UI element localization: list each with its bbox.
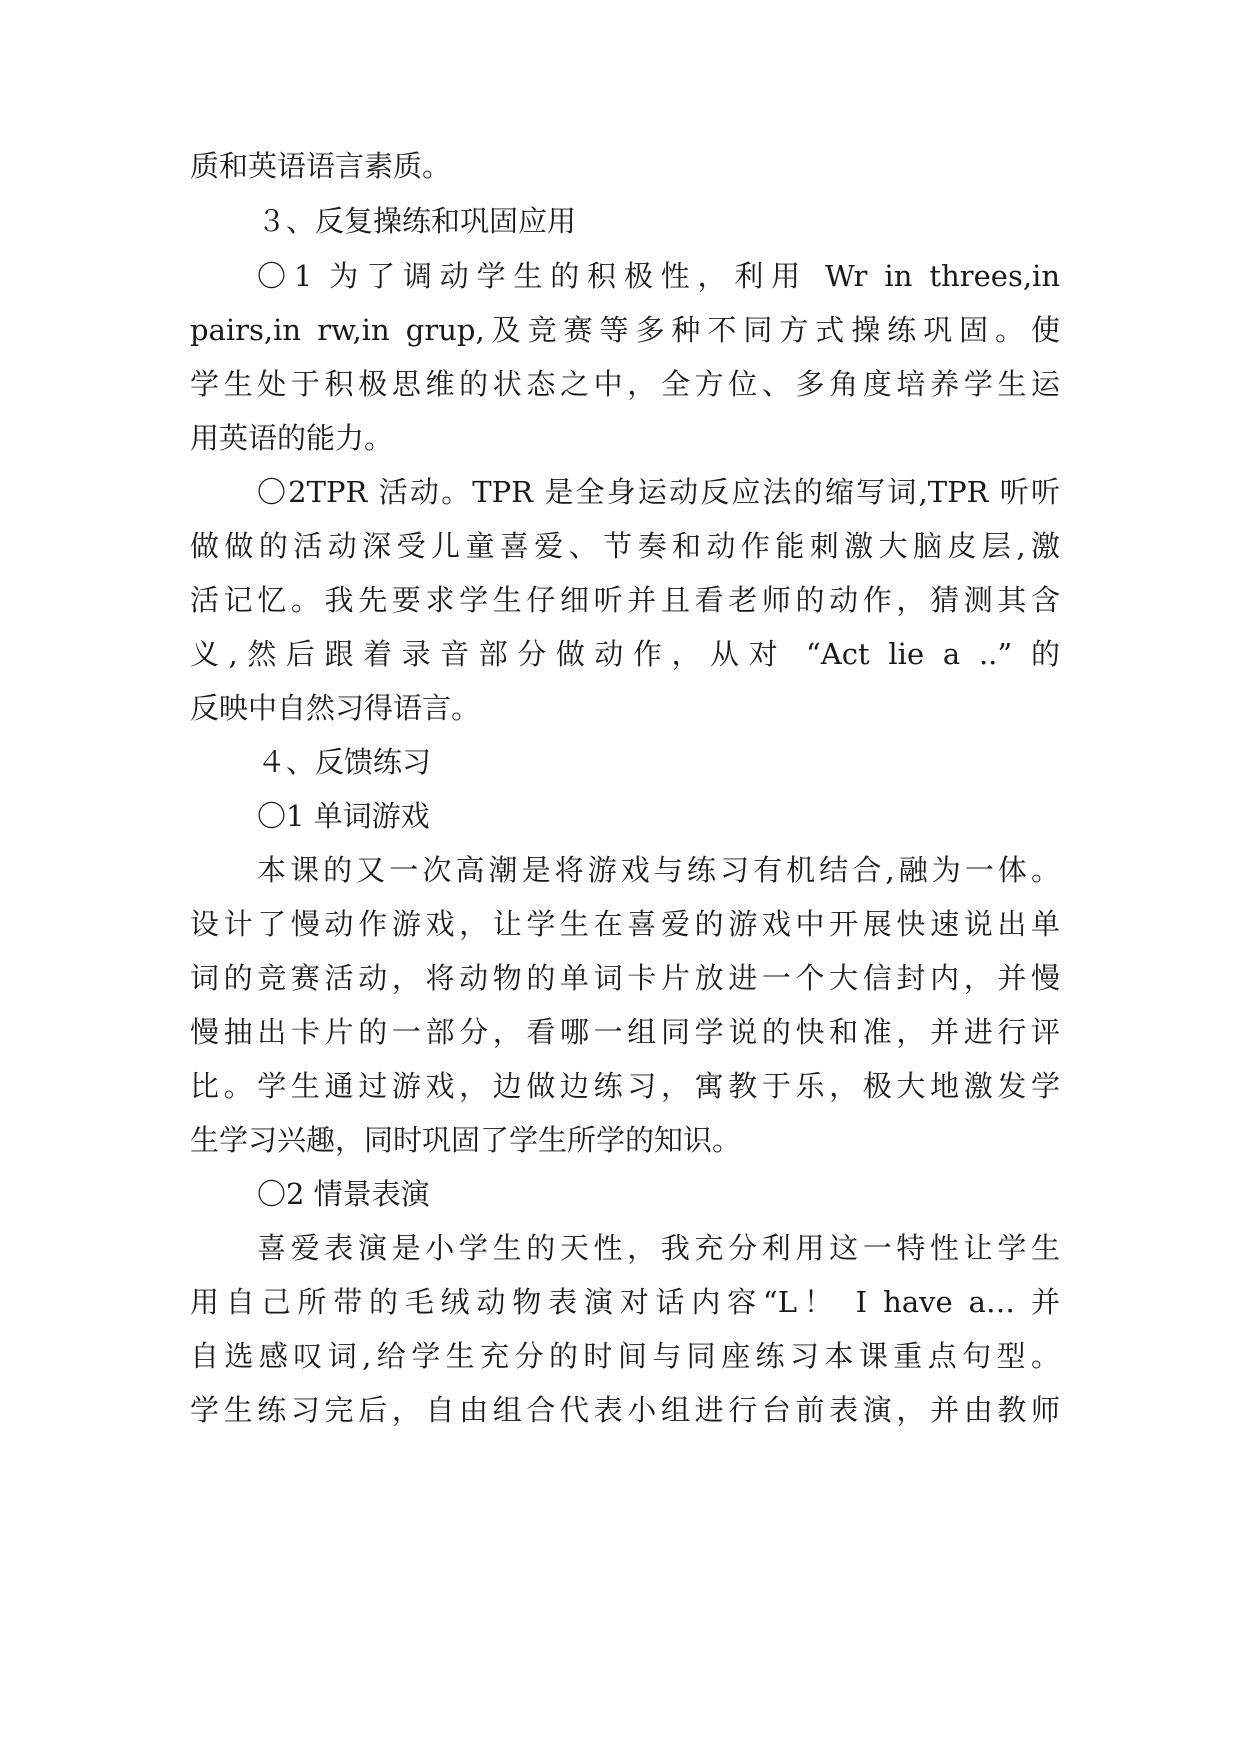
paragraph-line: 用自己所带的毛绒动物表演对话内容“L！ I have a… 并 [190,1285,1060,1319]
section-heading: ４、反馈练习 [257,745,432,779]
paragraph-line: 慢抽出卡片的一部分，看哪一组同学说的快和准，并进行评 [190,1015,1060,1049]
paragraph-line: 本课的又一次高潮是将游戏与练习有机结合,融为一体。 [257,853,1060,887]
paragraph-line: 比。学生通过游戏，边做边练习，寓教于乐，极大地激发学 [190,1069,1060,1103]
paragraph-line: 〇1 为了调动学生的积极性，利用 Wr in threes,in [257,259,1060,293]
paragraph-line: 学生处于积极思维的状态之中，全方位、多角度培养学生运 [190,367,1060,401]
paragraph-line: 做做的活动深受儿童喜爱、节奏和动作能刺激大脑皮层,激 [190,529,1060,563]
paragraph-line: 质和英语语言素质。 [190,149,452,183]
paragraph-line: 设计了慢动作游戏，让学生在喜爱的游戏中开展快速说出单 [190,907,1060,941]
subsection-heading: 〇2 情景表演 [257,1177,430,1211]
subsection-heading: 〇1 单词游戏 [257,799,430,833]
paragraph-line: 〇2TPR 活动。TPR 是全身运动反应法的缩写词,TPR 听听 [257,475,1060,509]
paragraph-line: pairs,in rw,in grup,及竞赛等多种不同方式操练巩固。使 [190,313,1060,347]
paragraph-line: 自选感叹词,给学生充分的时间与同座练习本课重点句型。 [190,1339,1060,1373]
paragraph-line: 活记忆。我先要求学生仔细听并且看老师的动作，猜测其含 [190,583,1060,617]
paragraph-line: 词的竞赛活动，将动物的单词卡片放进一个大信封内，并慢 [190,961,1060,995]
paragraph-line: 用英语的能力。 [190,421,394,455]
paragraph-line: 喜爱表演是小学生的天性，我充分利用这一特性让学生 [257,1231,1060,1265]
paragraph-line: 义,然后跟着录音部分做动作，从对 “Act lie a ..” 的 [190,637,1060,671]
section-heading: ３、反复操练和巩固应用 [257,204,577,238]
paragraph-line: 反映中自然习得语言。 [190,691,481,725]
paragraph-line: 生学习兴趣，同时巩固了学生所学的知识。 [190,1123,742,1157]
paragraph-line: 学生练习完后，自由组合代表小组进行台前表演，并由教师 [190,1393,1060,1427]
